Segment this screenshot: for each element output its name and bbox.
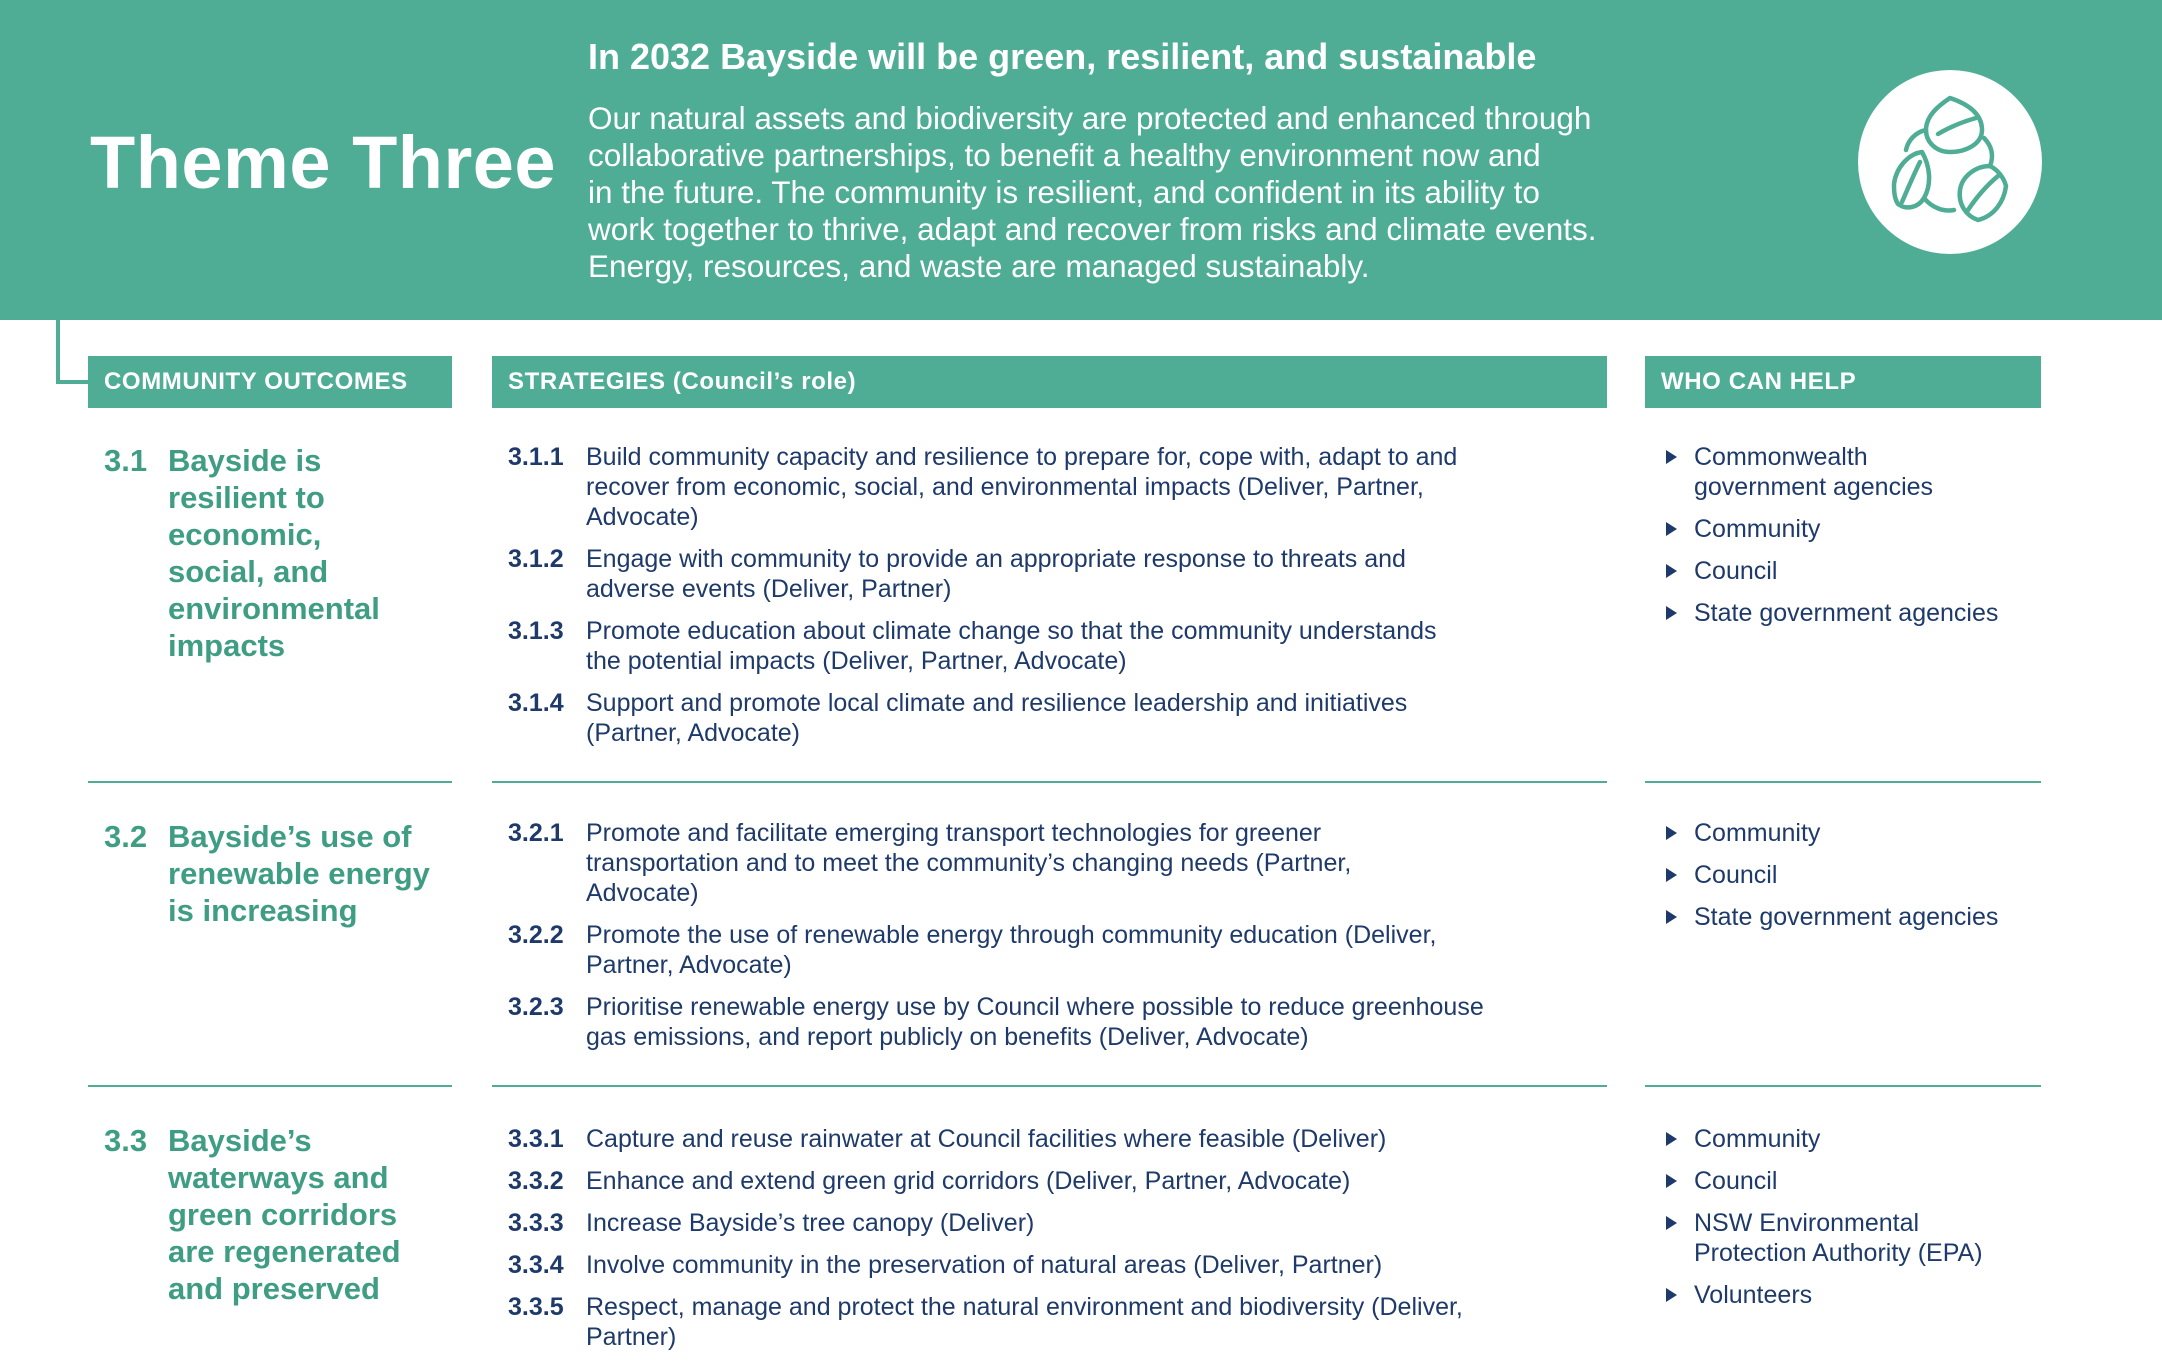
strategy-text-line: gas emissions, and report publicly on benefits (Deliver, Advocate) [586, 1023, 1309, 1051]
strategy-number: 3.3.3 [508, 1209, 564, 1237]
strategy-item [508, 442, 1608, 532]
helper-text-line: Community [1694, 819, 1821, 847]
recycle-leaves-icon [1858, 70, 2042, 254]
bullet-arrow-icon [1666, 1288, 1677, 1302]
helper-item [1666, 902, 2046, 932]
strategy-list [508, 442, 1608, 760]
strategy-text-line: Engage with community to provide an appropriate response to threats and [586, 545, 1406, 573]
helper-item [1666, 818, 2046, 848]
helper-list [1666, 818, 2046, 944]
helper-item [1666, 598, 2046, 628]
strategy-number: 3.1.4 [508, 689, 564, 717]
strategy-number: 3.1.2 [508, 545, 564, 573]
strategy-text-line: Enhance and extend green grid corridors (Deliver, Partner, Advocate) [586, 1167, 1351, 1195]
strategy-text-line: Promote education about climate change so that the community understands [586, 617, 1437, 645]
strategy-item [508, 616, 1608, 676]
section-divider [88, 781, 452, 783]
section-divider [492, 1085, 1607, 1087]
helper-item [1666, 1280, 2046, 1310]
outcome-number: 3.2 [104, 819, 148, 854]
outcome-title-line: waterways and [168, 1160, 389, 1195]
strategy-item [508, 544, 1608, 604]
strategy-list [508, 1124, 1608, 1364]
strategy-item [508, 818, 1608, 908]
outcome-title-line: Bayside’s use of [168, 819, 412, 854]
helper-item [1666, 1124, 2046, 1154]
strategy-number: 3.2.2 [508, 921, 564, 949]
strategy-item [508, 920, 1608, 980]
bullet-arrow-icon [1666, 522, 1677, 536]
strategy-item [508, 1166, 1608, 1196]
strategy-text-line: recover from economic, social, and environmental impacts (Deliver, Partner, [586, 473, 1424, 501]
section-divider [88, 1085, 452, 1087]
outcome-title-line: renewable energy [168, 856, 430, 891]
outcome-number: 3.3 [104, 1123, 148, 1158]
helper-text-line: Council [1694, 861, 1778, 889]
strategy-item [508, 1292, 1608, 1352]
bullet-arrow-icon [1666, 450, 1677, 464]
section-divider [1645, 781, 2041, 783]
helper-text-line: State government agencies [1694, 903, 1999, 931]
strategy-text-line: the potential impacts (Deliver, Partner, Advocate) [586, 647, 1127, 675]
helper-text-line: government agencies [1694, 473, 1934, 501]
outcome-title-line: economic, [168, 517, 322, 552]
strategy-number: 3.2.1 [508, 819, 564, 847]
strategy-text-line: transportation and to meet the community’s changing needs (Partner, [586, 849, 1352, 877]
strategy-text-line: adverse events (Deliver, Partner) [586, 575, 952, 603]
strategy-item [508, 1124, 1608, 1154]
strategy-text-line: Prioritise renewable energy use by Council where possible to reduce greenhouse [586, 993, 1484, 1021]
outcome-number: 3.1 [104, 443, 148, 478]
helper-text-line: Council [1694, 557, 1778, 585]
vision-line: Energy, resources, and waste are managed sustainably. [588, 248, 1370, 284]
theme-header [0, 0, 2162, 320]
helper-item [1666, 1166, 2046, 1196]
strategy-number: 3.3.5 [508, 1293, 564, 1321]
vision-line: collaborative partnerships, to benefit a healthy environment now and [588, 137, 1541, 173]
helper-text-line: Community [1694, 515, 1821, 543]
strategy-text-line: Involve community in the preservation of natural areas (Deliver, Partner) [586, 1251, 1383, 1279]
strategy-text-line: Increase Bayside’s tree canopy (Deliver) [586, 1209, 1035, 1237]
strategy-text-line: Advocate) [586, 503, 699, 531]
outcome-title-line: Bayside is [168, 443, 322, 478]
column-header-who-can-help: WHO CAN HELP [1645, 356, 2041, 408]
strategy-list [508, 818, 1608, 1064]
strategy-item [508, 1208, 1608, 1238]
strategy-number: 3.3.2 [508, 1167, 564, 1195]
strategy-number: 3.3.4 [508, 1251, 564, 1279]
outcome-title [168, 818, 468, 929]
helper-list [1666, 1124, 2046, 1322]
strategy-text-line: Capture and reuse rainwater at Council facilities where feasible (Deliver) [586, 1125, 1387, 1153]
outcome-title-line: green corridors [168, 1197, 398, 1232]
strategy-text-line: (Partner, Advocate) [586, 719, 801, 747]
helper-item [1666, 1208, 2046, 1268]
vision-line: in the future. The community is resilient, and confident in its ability to [588, 174, 1540, 210]
strategy-text-line: Promote the use of renewable energy through community education (Deliver, [586, 921, 1437, 949]
outcome-title-line: impacts [168, 628, 286, 663]
section-divider [1645, 1085, 2041, 1087]
strategy-text-line: Support and promote local climate and resilience leadership and initiatives [586, 689, 1408, 717]
section-divider [492, 781, 1607, 783]
outcome-title-line: resilient to [168, 480, 325, 515]
bullet-arrow-icon [1666, 1216, 1677, 1230]
helper-item [1666, 514, 2046, 544]
helper-text-line: Community [1694, 1125, 1821, 1153]
strategy-number: 3.1.3 [508, 617, 564, 645]
column-header-strategies: STRATEGIES (Council’s role) [492, 356, 1607, 408]
strategy-text-line: Advocate) [586, 879, 699, 907]
outcome-title-line: is increasing [168, 893, 358, 928]
strategy-number: 3.2.3 [508, 993, 564, 1021]
strategy-text-line: Partner) [586, 1323, 677, 1351]
outcome-title-line: social, and [168, 554, 329, 589]
helper-item [1666, 442, 2046, 502]
vision-statement [588, 100, 1758, 285]
outcome-title-line: are regenerated [168, 1234, 401, 1269]
bullet-arrow-icon [1666, 910, 1677, 924]
strategy-text-line: Partner, Advocate) [586, 951, 792, 979]
bullet-arrow-icon [1666, 868, 1677, 882]
helper-list [1666, 442, 2046, 640]
bullet-arrow-icon [1666, 1174, 1677, 1188]
helper-text-line: State government agencies [1694, 599, 1999, 627]
column-header-outcomes: COMMUNITY OUTCOMES [88, 356, 452, 408]
helper-text-line: Council [1694, 1167, 1778, 1195]
vision-line: Our natural assets and biodiversity are protected and enhanced through [588, 100, 1592, 136]
vision-heading: In 2032 Bayside will be green, resilient, and sustainable [588, 36, 1537, 77]
bullet-arrow-icon [1666, 564, 1677, 578]
outcome-title-line: and preserved [168, 1271, 380, 1306]
outcome-title-line: environmental [168, 591, 380, 626]
strategy-item [508, 992, 1608, 1052]
strategy-number: 3.3.1 [508, 1125, 564, 1153]
bullet-arrow-icon [1666, 1132, 1677, 1146]
strategy-item [508, 688, 1608, 748]
bullet-arrow-icon [1666, 606, 1677, 620]
strategy-text-line: Build community capacity and resilience to prepare for, cope with, adapt to and [586, 443, 1458, 471]
bullet-arrow-icon [1666, 826, 1677, 840]
helper-text-line: NSW Environmental [1694, 1209, 1920, 1237]
helper-text-line: Protection Authority (EPA) [1694, 1239, 1983, 1267]
strategy-text-line: Promote and facilitate emerging transport technologies for greener [586, 819, 1322, 847]
vision-line: work together to thrive, adapt and recover from risks and climate events. [588, 211, 1597, 247]
outcome-title [168, 1122, 468, 1307]
helper-text-line: Volunteers [1694, 1281, 1813, 1309]
strategy-text-line: Respect, manage and protect the natural environment and biodiversity (Deliver, [586, 1293, 1463, 1321]
theme-badge [1858, 70, 2042, 254]
header-connector-line [56, 318, 90, 384]
outcome-title [168, 442, 468, 664]
strategy-item [508, 1250, 1608, 1280]
strategy-number: 3.1.1 [508, 443, 564, 471]
outcome-title-line: Bayside’s [168, 1123, 312, 1158]
helper-item [1666, 556, 2046, 586]
theme-title: Theme Three [90, 121, 557, 204]
helper-text-line: Commonwealth [1694, 443, 1868, 471]
helper-item [1666, 860, 2046, 890]
